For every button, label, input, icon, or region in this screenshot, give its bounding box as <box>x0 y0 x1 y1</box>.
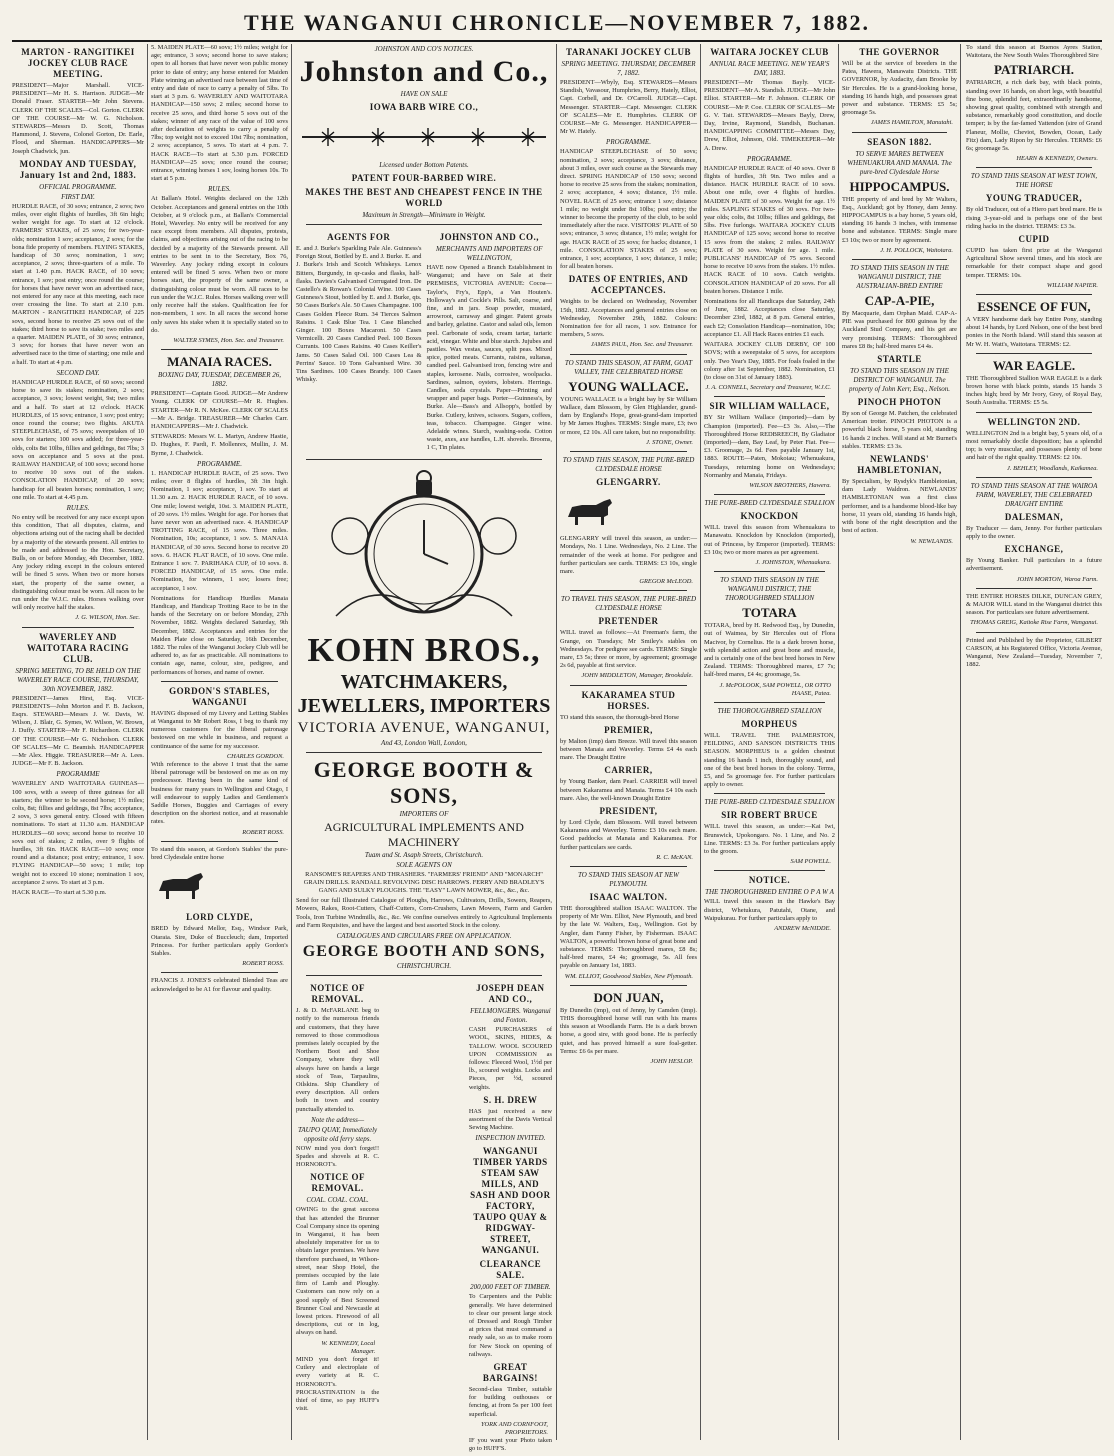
booth-items: RANSOME'S REAPERS AND THRASHERS. "FARMERS' FRIEND" AND "MONARCH" GRAIN DRILLS. RANDALL REVOLVING DISC HARROWS. FERRY AND BRADLEY'S GANG AND SULKY PLOUGHS. THE "EASY" LAWN MOWER, &c., &c., &c. <box>303 870 545 895</box>
column-5 <box>560 44 697 1440</box>
hippocampus-intro: TO SERVE MARES BETWEEN WHENUAKURA AND MANAIA. The pure-bred Clydesdale Horse <box>847 149 952 176</box>
kohn-address: VICTORIA AVENUE, WANGANUI, <box>297 719 551 736</box>
knockdon-name: KNOCKDON <box>740 511 799 522</box>
divider <box>852 132 947 133</box>
johnston-agents-block <box>296 229 552 455</box>
manaia-officers: PRESIDENT—Captain Good. JUDGE—Mr Andrew Young. CLERK OF COURSE—Mr R. Hughes. STARTER—Mr R. N. McKee. CLERK OF SCALES—Mr A. Bridge. TREASURER—Mr Charles Carr. HANDICAPPERS—Mr J. Chadwick. <box>151 390 288 430</box>
behley-signature: J. BEHLEY, Woodlands, Kaikamea. <box>1007 464 1098 472</box>
johnston-branch-column <box>427 229 552 455</box>
divider <box>570 451 687 452</box>
divider <box>714 793 825 794</box>
morpheus-intro: THE THOROUGHBRED STALLION <box>717 706 822 715</box>
marton-rules: No entry will be received for any race except upon this condition, That all disputes, claims, and objections arising out of the racing shall be decided by a majority of the stewards present. All entries to be made and addressed to the Hon. Secretary, Bulls, on or before Monday, 4th December, 1882. Any jockey riding except in the colours entered will be fined 5 sovs. When two or more horses start, the property of the same owner, a distinguishing colour must be worn. All races to be run under the W.J.C. rules. Horses walking over will only receive half the stakes. <box>12 513 144 612</box>
essence-of-fun-heading: ESSENCE OF FUN, <box>977 299 1091 315</box>
column-7b <box>966 44 1102 671</box>
divider <box>714 494 825 495</box>
glengarry-owner: GREGOR McLEOD. <box>639 578 693 586</box>
column-7 <box>842 44 1102 1440</box>
waverley-races-continued: 5. MAIDEN PLATE—60 sovs; 1½ miles; weight for age; entrance, 3 sovs; second horse to save stakes; open to all horses that have never won public money prior to date of entry; any horse entered for Maiden Plate winning an advertised race between last time of entry and date of race to carry a penalty of 5lbs. To start at 3 p.m. 6. WAVERLEY AND WAITOTARA HANDICAP—150 sovs; 2 miles; second horse to receive 25 sovs, and third horse 5 sovs out of the stakes; winner of any race of the value of 100 sovs after declaration of weights to carry a penalty of 7lbs; top weight not to exceed 10st 7lbs; nomination, 2 sovs; acceptance, 5 sovs. To start at 4 p.m. 7. HACK RACE—To start at 5.30 p.m. FORCED HANDICAP—25 sovs; once round the course; entrance, winning horses 1 sov, losing horses 10s. To start at 5 p.m. <box>151 44 288 183</box>
column-1 <box>12 44 144 1440</box>
patriarch-owners: HEARN & KENNEDY, Owners. <box>1016 155 1098 163</box>
patriarch-name: PATRIARCH. <box>993 62 1075 78</box>
kakaramea-intro: TO stand this season, the thorough-bred Horse <box>560 713 679 721</box>
center-lower-left <box>296 980 379 1455</box>
pocket-watch-icon <box>316 466 532 626</box>
thomas-greig-signature: THOMAS GREIG, Kaitoke Rise Farm, Wanganui. <box>970 619 1098 627</box>
pretender-details: WILL travel as follows:—At Freeman's farm, the Grange, on Tuesdays; Mr Smiley's stables on Wednesdays. For pedigree see cards. TERMS: Single mare, £3 5s; three or more, by agreement; groomage 2s 6d, payable at first service. <box>560 629 697 670</box>
gordons-stables-notice: HAVING disposed of my Livery and Letting Stables at Wanganui to Mr Robert Ross, I beg to thank my numerous customers for the liberal patronage bestowed on me while in business, and request a continuance of the same for my successor. <box>151 709 288 750</box>
patriarch-intro: To stand this season at Buenos Ayres Station, Waitotara, the New South Wales Thoroughbred Sire <box>966 44 1102 60</box>
taranaki-meeting-date: SPRING MEETING. THURSDAY, DECEMBER 7, 1882. <box>561 60 696 77</box>
waitara-conditions: Nominations for all Handicaps due Saturday, 24th of June, 1882. Acceptances close Saturday, December 23rd, 1882, at 8 p.m. General entries, each £2; Consolation Handicap—nomination, 10s; acceptance £1. All Hack Races entries £1 each. <box>704 298 835 338</box>
cupid-details: CUPID has taken first prize at the Wanganui Agricultural Show several times, and his stock are remarkable for their compact shape and good temper. TERMS: 10s. <box>966 247 1102 279</box>
robert-ross-notice: With reference to the above I trust that the same liberal patronage will be bestowed on me as on my predecessor. Having been in the same kind of business for many years in Wellington and Otago, I will endeavour to supply Ladies and Gentlemen's Saddle Horses, Buggies and Carriages of every description on the shortest notice, and at reasonable rates. <box>151 761 288 826</box>
waitara-jockey-club-heading: WAITARA JOCKEY CLUB <box>710 47 829 57</box>
clearance-sale-text: To Carpenters and the Public generally. We have determined to clear our present large stock of Dressed and Rough Timber at prices that must command a ready sale, so as to make room for New Stock on opening of railways. <box>468 1293 552 1358</box>
waverley-rules-heading: RULES. <box>208 185 231 194</box>
horse-engraving-icon <box>560 493 620 529</box>
patent-wire: PATENT FOUR-BARBED WIRE. <box>351 173 497 183</box>
hippocampus-name: HIPPOCAMPUS. <box>849 178 950 194</box>
marton-jockey-club-heading: MARTON - RANGITIKEI JOCKEY CLUB RACE MEETING. <box>21 47 135 79</box>
newlands-hambletonian-details: By Specialism, by Rysdyk's Hambletonian, dam Lady Waldron. NEWLANDS' HAMBLETONIAN was a first class performer, and is a handsome blood-like bay horse, 11 years old, standing 16 hands high, with bone of the right description and the best of action. <box>842 478 957 535</box>
sir-william-wallace-name: SIR WILLIAM WALLACE, <box>709 401 830 412</box>
mcfarlane-removal-text: J. & D. McFARLANE beg to notify to the numerous friends and customers, that they have removed to those commodious premises lately occupied by the Northern Boot and Shoe Company, where they will always have on hands a large stock of Teas, Tarpaulins, Oilskins. Ship Chandlery of every description. All orders both in town and country punctually attended to. <box>296 1007 380 1113</box>
divider <box>161 972 278 973</box>
newlands-hambletonian-name: NEWLANDS' HAMBLETONIAN, <box>857 454 942 476</box>
iowa-barb-wire: IOWA BARB WIRE CO., <box>369 102 479 112</box>
coal-tail: MIND you don't forget it! Cutlery and electroplate of every variety at R. C. HORNOROT's. PROCRASTINATION is the thief of time, so pay HUFF's visit. <box>296 1356 380 1413</box>
president-name: PRESIDENT, <box>599 805 658 816</box>
dalesman-details: By Traducer — dam, Jenny. For further particulars apply to the owner. <box>966 524 1102 540</box>
divider <box>976 477 1092 478</box>
waitara-meeting-date: ANNUAL RACE MEETING. NEW YEAR'S DAY, 1883. <box>709 60 830 77</box>
waverley-racing-club-heading: WAVERLEY AND WAITOTARA RACING CLUB. <box>27 631 129 664</box>
taranaki-programme-title: PROGRAMME. <box>606 138 651 147</box>
morpheus-details: WILL TRAVEL THE PALMERSTON, FEILDING, AND SANSON DISTRICTS THIS SEASON. MORPHEUS is a golden chestnut standing 16 hands 1 inch, thoroughly sound, and one of the best bred horses in the colony. Terms, £5, and 5s groomage fee. For further particulars apply to owner. <box>704 731 835 789</box>
waverley-signature: WALTER SYMES, Hon. Sec. and Treasurer. <box>173 336 284 344</box>
booth-importers: IMPORTERS OF <box>399 809 449 818</box>
divider <box>976 632 1092 633</box>
booth-christchurch: CHRISTCHURCH. <box>396 962 452 971</box>
divider <box>570 685 687 686</box>
divider <box>976 412 1092 413</box>
timber-yards-heading: WANGANUI TIMBER YARDS STEAM SAW MILLS, AND SASH AND DOOR FACTORY, TAUPO QUAY & RIDGWAY-STREET, WANGANUI. <box>470 1146 551 1256</box>
jones-teas-notice: FRANCIS J. JONES'S celebrated Blended Teas are acknowledged to be A1 for flavour and quality. <box>151 977 288 993</box>
johnston-branch-list: HAVE now Opened a Branch Establishment in Wanganui; and have on Sale at their PREMISES, VICTORIA AVENUE: Cocoa—Taylor's, Fry's, Epp's, a Van Houten's. Holloway's and Cockle's Pills. Salt, coarse, and fine, and in jars. Soap powder, mustard, arrowroot, carraway and ginger. Patent groats and barley, gelatine. Castor and salad oils, lemon peel. Carbonate of soda, cream tartar, tartaric acid, vinegar. White and blue starch. Jujubes and pastiles. Wax vestas, sauces, split peas. Mixed spice, potted meats. Currants, raisins, sultanas, candied peel. Galvanised iron, fencing wire and staples, kerosene. Nails, corrosive, woolpacks. Sardines, salmon, oysters, lobsters. Herrings. Candles, soda crystals. Paper—Printing and wrapper and paper bags. Porter—Guinness's, by Burke. Ale—Bass's and Allsopp's, bottled by Burke. Cutlery, knives, scissors. Sugars, coffees, teas, tobacco. Champagne. Ginger wine. Adelaide wines. Starch, washing-soda. Cotton waste, axes, axe handles, L.H. shovels. Brooms, 1 C, Tin plates. <box>426 264 552 452</box>
sir-robert-bruce-intro: THE PURE-BRED CLYDESDALE STALLION <box>704 798 835 807</box>
divider <box>570 985 687 986</box>
divider <box>714 396 825 397</box>
george-booth-title-2: GEORGE BOOTH AND SONS, <box>302 943 546 961</box>
entire-horses-notice: THE ENTIRE HORSES DILKE, DUNCAN GREY, & MAJOR WILL stand in the Wanganui district this season. For particulars see future advertisement. <box>966 592 1102 617</box>
waverley-programme-title: PROGRAMME <box>56 770 100 779</box>
barb-icon <box>322 128 334 146</box>
young-traducer-name: YOUNG TRADUCER, <box>985 193 1083 204</box>
waverley-races: WAVERLEY AND WAITOTARA GUINEAS—100 sovs, with a sweep of three guineas for all starters; the winner to be second horse; 1½ miles; colts, 8st; fillies and geldings, 8st 7lbs; acceptance, 2 sovs, 3 sovs general entry. Closed with fifteen nominations. To start at 11.30 a.m. HANDICAP HURDLES—60 sovs; second horse to receive 10 sovs out of stakes; 2 miles, over 9 flights of hurdles, 3ft 6in. HACK RACE—10 sovs; once round and a distance; post entry; entrance, 1 sov. FLYING HANDICAP—50 sovs; 1 mile; top weight not to exceed 10 stone; nomination 1 sov, acceptance 2 sovs. To start at 3 p.m. <box>12 780 144 886</box>
taranaki-officers: PRESIDENT—Wbyly, Esq. STEWARDS—Messrs Standish, Vavasour, Humphries, Berry, Hately, Elliot, Capt. Corbell, and Dr. O'Carroll. JUDGE—Capt. Messenger. STARTER—Capt. Messenger. CLERK OF SCALES—Mr E. Humphries. CLERK OF COURSE—Mr G. Messenger. HANDICAPPER—Mr W. Hately. <box>560 79 697 136</box>
sh-drew-text: HAS just received a new assortment of the Davis Vertical Sewing Machine. <box>468 1107 552 1132</box>
column-2 <box>151 44 288 1440</box>
pretender-name: PRETENDER <box>598 616 659 627</box>
hornorot-spades: NOW mind you don't forget!! Spades and shovels at R. C. HORNOROT's. <box>296 1144 380 1169</box>
column-divider <box>556 44 557 1440</box>
totara-intro: TO STAND THIS SEASON IN THE WANGANUI DISTRICT, THE THOROUGHBRED STALLION <box>720 576 819 603</box>
best-fence-slogan: MAKES THE BEST AND CHEAPEST FENCE IN THE WORLD <box>305 187 543 208</box>
taranaki-races: HANDICAP STEEPLECHASE of 50 sovs; nomination, 2 sovs; acceptance, 3 sovs; distance, about 3 miles, over such course as the Stewards may direct. SPRING HANDICAP of 150 sovs; second horse to receive 25 sovs from the stakes; nomination, 2 sovs; acceptance, 4 sovs; distance, 1½ mile. NOVEL RACE of 25 sovs; entrance 1 sov; distance 1 mile; no weight under 8st 10lbs; post entry; the winner to become the property of the club, to be sold immediately after the race. VISITORS' PLATE of 50 sovs; entrance, 3 sovs; distance, 1½ mile; weight for age. HACK RACE of 25 sovs; for hacks; distance, 1 mile. CONSOLATION STAKES of 25 sovs; entrance, 1 sov; acceptance, 1 sov; distance, 1 mile; for all beaten horses. <box>560 148 697 271</box>
masthead: THE WANGANUI CHRONICLE—NOVEMBER 7, 1882. <box>12 10 1102 42</box>
hippocampus-signature: J. H. POLLOCK, Waitotara. <box>880 246 953 254</box>
startle-name: STARTLE <box>877 354 922 365</box>
johnston-branch-heading: JOHNSTON AND CO., <box>439 232 539 242</box>
young-wallace-name: YOUNG WALLACE. <box>568 378 689 394</box>
taranaki-dates-heading: DATES OF ENTRIES, AND ACCEPTANCES. <box>568 274 689 296</box>
dalesman-name: DALESMAN, <box>1004 511 1064 522</box>
charles-gordon-signature: CHARLES GORDON. <box>226 752 284 760</box>
carrier-name: CARRIER, <box>604 765 653 776</box>
young-wallace-owner: J. STONE, Owner. <box>646 438 693 446</box>
the-governor-heading: THE GOVERNOR <box>859 47 940 57</box>
waverley-rules: At Ballan's Hotel. Weights declared on the 12th October. Acceptances and general entries on the 10th October, at 9 o'clock p.m., at Ballan's Commercial Hotel, Waverley. No entry will be received for any race except from members. All disputes, protests, claims, and objections arising out of the racing to be decided by a majority of the Stewards present. All entries to be sent in to the Secretary, Box 76, Waverley. Any jockey riding except in colours entered will be fined 5 sovs. When two or more horses start, the property of the same owner, a distinguishing colour must be worn. All races to be run under the W.J.C. Rules. Horses walking over will only receive half the stakes. Qualification fee for non-members, 1 sov. In all races the second horse only saves his stake when it is specially stated so to do. <box>151 195 288 334</box>
waverley-tail: HACK RACE—To start at 5.30 p.m. <box>12 889 107 897</box>
pretender-intro: TO TRAVEL THIS SEASON, THE PURE-BRED CLYDESDALE HORSE <box>560 595 697 613</box>
column-divider <box>147 44 148 1440</box>
waitara-officers: PRESIDENT—Mr Thomas Bayly. VICE-PRESIDENT—Mr A. Standish. JUDGE—Mr John Elliot. STARTER—Mr F. Johnson. CLERK OF COURSE—Mr P. Coe. CLERK OF SCALES—Mr G. V. Tait. STEWARDS—Messrs Bayly, Drew, Day, Irvine, Raymond, Standish, Buchanan. HANDICAPPING COMMITTEE—Messrs Day, Drew, Elliot, Johnson, Old. TIMEKEEPER—Mr A. Drew. <box>704 79 836 152</box>
waitara-races: HANDICAP HURDLE RACE of 40 sovs. Over 8 flights of hurdles, 3ft 9in. Two miles and a distance. HACK HURDLE RACE of 10 sovs. About one mile, over 4 flights of hurdles. MAIDEN PLATE of 30 sovs. Weight for age. 1½ miles. SAPLING STAKES of 30 sovs. For two-year olds; colts, 8st 10lbs; fillies and geldings, 8st 5lbs. Five furlongs. WAITARA JOCKEY CLUB HANDICAP of 125 sovs; second horse to receive 15 sovs from the stakes; 2 miles. RAILWAY PLATE of 30 sovs. Weight for age. 1 mile. PUBLICANS' HANDICAP of 75 sovs. Second horse to receive 10 sovs from the stakes. 1½ miles. HACK RACE of 10 sovs. Catch weights. CONSOLATION HANDICAP of 20 sovs. For all beaten horses. Distance 1 mile. <box>704 164 835 295</box>
hippocampus-details: THE property of and bred by Mr Walters, Esq., Auckland; got by Honey, dam Jenny. HIPPOCAMPUS is a bay horse, 5 years old, standing 16 hands 3 inches, with immense bone and substance. TERMS: Single mare £3 10s; two or more by agreement. <box>842 195 957 244</box>
notice-heading: NOTICE. <box>748 875 791 886</box>
young-traducer-intro: TO STAND THIS SEASON AT WEST TOWN, THE HORSE <box>970 172 1098 190</box>
robert-ross-signature: ROBERT ROSS. <box>242 828 284 836</box>
totara-name: TOTARA <box>742 605 797 621</box>
divider <box>306 224 542 225</box>
york-cornfoot-signature: YORK AND CORNFOOT, PROPRIETORS. <box>480 1420 548 1436</box>
johnston-title: Johnston and Co., <box>299 55 549 88</box>
premier-details: by Malton (imp) dam Breeze. Will travel this season between Manaia and Waverley. Terms £4 4s each mare. The Draught Entire <box>560 737 697 762</box>
morpheus-name: MORPHEUS <box>741 718 798 729</box>
kakaramea-heading: KAKARAMEA STUD HORSES. <box>581 689 676 711</box>
divider <box>161 349 278 350</box>
imprint: Printed and Published by the Proprietor, GILBERT CARSON, at his Registered Office, Victoria Avenue, Wanganui, New Zealand—Tuesday, November 7, 1882. <box>966 636 1102 669</box>
exchange-details: By Young Banker. Full particulars in a future advertisement. <box>966 557 1102 573</box>
divider <box>852 259 947 260</box>
waverley-meeting-subtitle: SPRING MEETING, TO BE HELD ON THE WAVERLEY RACE COURSE, THURSDAY, 30th NOVEMBER, 1882. <box>15 666 141 693</box>
newlands-signature: W. NEWLANDS. <box>910 537 953 545</box>
divider <box>306 752 542 753</box>
knockdon-owner: J. JOHNSTON, Whenuakura. <box>755 558 831 566</box>
divider <box>714 702 825 703</box>
war-eagle-details: THE Thoroughbred Stallion WAR EAGLE is a dark brown horse with black points, stands 15 hands 3 inches high; bred by Mr Ivory, Grey, of Royal Bay, South Australia. TERMS: £5 5s. <box>966 374 1102 407</box>
manaia-programme-title: PROGRAMME. <box>197 459 242 468</box>
great-bargains: GREAT BARGAINS! <box>482 1361 538 1383</box>
gordons-stables-heading: GORDON'S STABLES, WANGANUI <box>169 685 270 707</box>
kohn-watch-illustration <box>316 466 532 626</box>
coal-removal-heading: NOTICE OF REMOVAL. <box>310 1172 365 1194</box>
barb-icon <box>372 128 384 146</box>
essence-of-fun-details: A VERY handsome dark bay Entire Pony, standing about 14 hands, by Lord Nelson, one of the best bred ponies in the North Island. Will stand this season at Mr W. H. Watt's, Waitotara. TERMS: £2. <box>966 316 1102 348</box>
center-section <box>296 44 552 1453</box>
coal-text: OWING to the great success that has attended the Brunner Coal Company since its opening in Wanganui, it has been absolutely imperative for us to obtain larger premises. We have therefore purchased, in Wilson-street, near Shop Hotel, the premises occupied by the late firm of Lamb and Ploughy. Customers can now rely on a good supply of Best Screened Brunner Coal and Newcastle at lowest prices. Firewood of all descriptions, cut or in log, always on hand. <box>296 1206 380 1337</box>
pinoch-photon-details: By son of George M. Patchen, the celebrated American trotter. PINOCH PHOTON is a powerful black horse, 5 years old, standing 16 hands 2 inches. Will stand at Mr Burnet's stables. TERMS: £3 3s. <box>842 410 957 450</box>
clearance-sale-text-2: Second-class Timber, suitable for building outhouses or fencing, at from 5s per 100 feet superficial. <box>468 1385 552 1418</box>
divider <box>976 588 1092 589</box>
agents-column <box>296 229 421 455</box>
young-wallace-intro: TO STAND THIS SEASON, AT FARM, GOAT VALLEY, THE CELEBRATED HORSE <box>564 358 693 376</box>
knockdon-intro: THE PURE-BRED CLYDESDALE STALLION <box>704 499 835 508</box>
johnston-have-on-sale: HAVE ON SALE <box>400 90 448 98</box>
george-booth-title: GEORGE BOOTH & SONS, <box>313 756 535 808</box>
glengarry-name: GLENGARRY. <box>596 476 661 487</box>
waitara-derby: WAITARA JOCKEY CLUB DERBY, OF 100 SOVS; with a sweepstake of 5 sovs, for acceptors only. Two Year's Day, 1885. For foals foaled in the colony after 1st September, 1882. Nomination, £1 (to close on 31st of January 1883). <box>704 341 835 381</box>
taranaki-signature: JAMES PAUL, Hon. Sec. and Treasurer. <box>590 341 693 349</box>
kohn-london: And 43, London Wall, London, <box>381 738 467 747</box>
barb-icon <box>422 128 434 146</box>
waverley-officers: PRESIDENT—James Hirst, Esq. VICE-PRESIDENTS—John Morton and F. B. Jackson, Esqrs. STEWARD—Messrs J. W. Davis, W. Wilson, J. Blair, G. Symes, W. Wilson, W. Brown, J. Duffy. STARTER—Mr F. Richardson. CLERK OF THE COURSE—Mr G. Nicholson. CLERK OF SCALES—Mr C. Beamish. HANDICAPPER—Mr Alex. Higgie. TREASURER—Mr A. Lees. JUDGE—Mr F. B. Jackson. <box>12 694 144 768</box>
isaac-walton-name: ISAAC WALTON. <box>589 891 668 902</box>
isaac-walton-intro: TO STAND THIS SEASON AT NEW PLYMOUTH. <box>578 870 679 888</box>
booth-catalogue-text: Send for our full Illustrated Catalogue of Ploughs, Harrows, Cultivators, Drills, Sowers, Reapers, Mowers, Rakes, Root-Cutters, Chaff-Cutters, Corn-Crushers, Lawn Mowers, Farm and Garden Tools, Iron Turbine Windmills, &c., &c. We confine ourselves entirely to Agricultural Implements and Farm Requisites, and have the largest and best assorted Stock in the colony. <box>296 897 552 929</box>
booth-implements: AGRICULTURAL IMPLEMENTS AND MACHINERY <box>324 819 524 849</box>
barbed-wire-illustration <box>302 117 546 157</box>
pinoch-photon-name: PINOCH PHOTON <box>857 397 942 408</box>
marton-dates: MONDAY AND TUESDAY, January 1st and 2nd, 1883. <box>19 158 137 180</box>
mcfarlane-note: Note the address— <box>311 1115 365 1124</box>
dalesman-intro: TO STAND THIS SEASON AT THE WAIROA FARM, WAVERLEY, THE CELEBRATED DRAUGHT ENTIRE <box>970 481 1098 508</box>
joseph-dean-heading: JOSEPH DEAN AND CO., <box>476 983 545 1005</box>
glengarry-intro: TO STAND THIS SEASON, THE PURE-BRED CLYDESDALE HORSE <box>562 455 695 473</box>
inspection-invited: INSPECTION INVITED. <box>475 1134 546 1143</box>
johnston-branch-sub: MERCHANTS AND IMPORTERS OF WELLINGTON, <box>435 245 543 262</box>
divider <box>570 590 687 591</box>
divider <box>714 571 825 572</box>
young-wallace-details: YOUNG WALLACE is a bright bay by Sir William Wallace, dam Blossom, by Glen Highlander, grand-dam by England's Hope, great-grand-dam imported by Mr James Hughes. TERMS: Single mare, £3; two or more, £2 10s. All care taken, but no responsibility. <box>560 395 697 436</box>
carrier-details: by Young Banker, dam Pearl. CARRIER will travel between Kakaramea and Manaia. Terms £4 10s each mare. Also, the well-known Draught Entire <box>560 778 697 802</box>
divider <box>714 870 825 871</box>
kohn-bros-title: KOHN BROS., <box>307 631 541 669</box>
horse-engraving-icon <box>151 867 211 903</box>
lord-clyde-intro: To stand this season, at Gordon's Stables' the pure-bred Clydesdale entire horse <box>151 845 288 862</box>
marton-programme-title: OFFICIAL PROGRAMME. <box>39 182 117 191</box>
lord-clyde-details: BRED by Edward Mellor, Esq., Windsor Park, Otaraia. Sire, Duke of Buccleuch; dam, Imported Princess. For further particulars apply Gordon's Stables. <box>151 925 288 958</box>
marton-signature: J. G. WILSON, Hon. Sec. <box>75 614 140 622</box>
isaac-walton-details: THE thoroughbred stallion ISAAC WALTON. The property of Mr Wm. Elliot, New Plymouth, and bred by the late W. Walters, Esq., Wellington. Got by Angler, dam Fanny Fisher, by Fisherman. ISAAC WALTON, a powerful brown horse of great bone and substance. TERMS: Thoroughbred mares, £8 8s; half-bred mares, £4 4s; groomage, 5s. All fees payable on January 1st, 1883. <box>560 904 697 970</box>
don-juan-name: DON JUAN, <box>593 989 664 1005</box>
divider <box>161 841 278 842</box>
marton-first-day: FIRST DAY. <box>61 192 95 201</box>
marton-second-day: SECOND DAY. <box>56 368 100 377</box>
booth-catalogues: CATALOGUES AND CIRCULARS FREE ON APPLICATION. <box>336 932 512 941</box>
clearance-sale-heading: CLEARANCE SALE. <box>479 1259 542 1281</box>
taupo-quay: TAUPO QUAY, Immediately opposite old ferry steps. <box>298 1125 378 1143</box>
robert-ross-signature-2: ROBERT ROSS. <box>242 960 284 968</box>
exchange-name: EXCHANGE, <box>1004 544 1064 555</box>
knockdon-details: WILL travel this season from Whenuakura to Manawatu. Knockdon by Knockdon (imported), out of Princess, by Emperor (imported). TERMS: £3 10s; two or more mares as per agreement. <box>704 524 835 556</box>
joseph-dean-text: CASH PURCHASERS of WOOL, SKINS, HIDES, & TALLOW. WOOL SCOURED UPON COMMISSION as follows: Fleeced Wool, 1½d per lb., scoured weights. Locks and Pieces, per ½d, scoured weights. <box>468 1026 552 1091</box>
coal-signature: W. KENNEDY, Local Manager. <box>321 1339 376 1355</box>
kohn-trades: WATCHMAKERS, JEWELLERS, IMPORTERS <box>297 670 551 717</box>
divider <box>976 353 1092 354</box>
waitara-signature: J. A. CONNELL, Secretary and Treasurer, W.J.C. <box>705 384 831 392</box>
booth-sole-agents: SOLE AGENTS ON <box>396 860 452 869</box>
sh-drew-heading: S. H. DREW <box>483 1094 538 1105</box>
cupid-name: CUPID <box>1018 234 1050 245</box>
don-juan-details: By Dunedin (imp), out of Jenny, by Camden (imp). THIS thoroughbred horse will run with his mares this season at Woodlands Farm. He is a dark brown horse, a good sire, with good bone. He is perfectly quiet, and has proved himself a sure foal-getter. Terms: £6 6s per mare. <box>560 1006 697 1055</box>
manaia-races: 1. HANDICAP HURDLE RACE, of 25 sovs. Two miles; over 8 flights of hurdles, 3ft 3in high. Nomination, 1 sov; acceptance, 1 sov. To start at 11.30 a.m. 2. HACK HURDLE RACE, of 10 sovs. One mile; lowest weight, 10st. 3. MAIDEN PLATE, of 20 sovs. 1½ miles. Weight for age. For horses that have never won an advertised race. 4. HANDICAP TROTTING RACE, of 15 sovs. Three miles. Nomination, 10s; acceptance, 1 sov. 5. MANAIA HANDICAP, of 30 sovs. Second horse to receive 20 sovs. 6. HACK FLAT RACE, of 10 sovs. One mile. Entrance 1 sov. 7. PARIHAKA CUP, of 10 sovs. 8. FORCED HANDICAP, of 15 sovs. One mile. Nomination, for winners, 1 sov; losers free; acceptance, 1 sov. <box>151 469 288 592</box>
column-7-split <box>842 44 1102 671</box>
war-eagle-heading: WAR EAGLE. <box>992 357 1076 373</box>
marton-second-day-races: HANDICAP HURDLE RACE, of 60 sovs; second horse to save its stakes; nomination, 2 sovs; acceptance, 3 sovs; lowest weight, 9st; two miles and a half. To start at 12 o'clock. HACK HURDLES, of 15 sovs; entrance, 1 sov; post entry; once round the course; two flights. AKUTA STEEPLECHASE, of 75 sovs; sweepstakes of 10 sovs for starters; 100 sovs added; for three-year-olds, colts 8st 10lbs, fillies and geldings, 8st 7lbs; 3 sovs on acceptance and 5 sovs at the post. RAILWAY HANDICAP, of 100 sovs; second horse to receive 10 sovs out of the stakes. CONSOLATION HANDICAP, of 20 sovs; handicap for all beaten horses; nomination, 1 sov; one mile. To start at 4.45 p.m. <box>12 378 144 501</box>
coal-sub: COAL. COAL. COAL. <box>306 1196 369 1205</box>
column-divider <box>700 44 701 1440</box>
the-governor-details: Will be at the service of breeders in the Patea, Hawera, Manawatu Districts. THE GOVERNOR, by Audacity, dam Brooke by Sir Hercules. He is a grand-looking horse, standing 16 hands high, and possesses great power and substance. TERMS: £5 5s; groomage 5s. <box>842 60 957 117</box>
pinoch-intro: TO STAND THIS SEASON IN THE DISTRICT OF WANGANUI. The property of John Kerr, Esq., Nelson. <box>848 367 951 394</box>
marton-rules-heading: RULES. <box>66 503 90 512</box>
cap-a-pie-intro: TO STAND THIS SEASON IN THE WANGANUI DISTRICT, THE AUSTRALIAN-BRED ENTIRE <box>850 264 949 291</box>
column-divider <box>291 44 292 1440</box>
column-6 <box>704 44 835 1440</box>
divider <box>570 354 687 355</box>
sam-powell-signature: SAM POWELL. <box>790 858 831 866</box>
booth-address: Tuam and St. Asaph Streets, Christchurch. <box>364 850 484 859</box>
manaia-date: BOXING DAY, TUESDAY, DECEMBER 26, 1882. <box>158 371 281 389</box>
wellington-2nd-details: WELLINGTON 2nd is a bright bay, 5 years old, of a most remarkably docile disposition; has a splendid top; is very muscular, and possesses plenty of bone and hair of the right quality. TERMS: £2 10s. <box>966 429 1102 462</box>
wilson-brothers-signature: WILSON BROTHERS, Hawera. <box>749 481 831 489</box>
divider <box>976 294 1092 295</box>
sir-robert-bruce-name: SIR ROBERT BRUCE <box>721 810 818 821</box>
mcfarlane-removal-heading: NOTICE OF REMOVAL. <box>310 983 365 1005</box>
divider <box>976 167 1092 168</box>
divider <box>22 627 134 628</box>
isaac-walton-owner: WM. ELLIOT, Goodwood Stables, New Plymouth. <box>564 972 693 980</box>
column-7a <box>842 44 957 671</box>
agents-list: E. and J. Burke's Sparkling Pale Ale. Guinness's Foreign Stout, Bottled by E. and J. Burke. E. and J. Burke's Irish and Scotch Whiskeys. Lenox Bitters, Burgundy, in qr-casks and flasks, half-flasks. Davies's Galvanised Corrugated Iron. De Castello's & Rowan's Colonial Wine. 100 Cases Guinness's Stout, bottled by E. and J. Burke, qts. 50 Cases Burke's Ale. 50 Cases Champagne. 100 Cases Golden Fleece Rum. 34 Tierces Salmon Raisins. 1 Cask Blue Tea. 1 Case Blanched Ginger. 100 Boxes Macaroni. 50 Cases Vermicelli. 20 Cases Candied Peel. 100 Boxes Currants. 100 Cases Raisins. 40 Cases Keiller's Jams. 50 Cases Salad Oil. 100 Cases Lea & Perrins' Sauce. 10 Tons Galvanised Wire. 30 Tins Sardines. 100 Cases Brandy. 100 Cases Whisky. <box>296 245 422 384</box>
sir-robert-bruce-details: WILL travel this season, as under:—Kai Iwi, Brunswick, Upokongaro. No. 1 Line, and No. 2 Line. TERMS: £3 3s. For further particulars apply to the groom. <box>704 823 835 856</box>
pretender-manager: JOHN MIDDLETON, Manager, Brookdale. <box>581 672 693 680</box>
andrew-mcnidde-signature: ANDREW McNIDDE. <box>774 925 831 933</box>
divider <box>161 681 278 682</box>
season-heading: SEASON 1882. <box>867 136 932 147</box>
glengarry-details: GLENGARRY will travel this season, as under:—Mondays, No. 1 Line. Wednesdays, No. 2 Line. The remainder of the week at home. For pedigree and further particulars see cards. TERMS: £3 10s, single mare. <box>560 535 697 575</box>
clearance-sale-sub: 200,000 FEET OF TIMBER. <box>470 1283 551 1292</box>
column-divider <box>838 44 839 1440</box>
licensed-note: Licensed under Bottom Patents. <box>379 161 469 169</box>
agents-heading: AGENTS FOR <box>327 232 391 242</box>
opawa-details: WILL travel this season in the Hawke's Bay district, Whetukura, Patutahi, Otane, and Waipukurau. For further particulars apply to <box>704 898 835 922</box>
marton-first-day-races: HURDLE RACE, of 30 sovs; entrance, 2 sovs; two miles, over eight flights of hurdles, 3ft 6in high; welter weight for age. To start at 12 o'clock. FARMERS' STAKES, of 25 sovs; for two-year-olds; nomination 1 sov; acceptance, 2 sovs; for the bona fide property of members. FLYING STAKES, handicap of 30 sovs; nomination, 1 sov; acceptance, 2 sovs; three-quarters of a mile. To start at 1.40 p.m. HACK RACE, of 10 sovs; entrance, 1 sov; post entry; once round the course; for horses that have never won an advertised race, not entered for any race at this meeting, each race over crossing the line. To start at 2.10 p.m. MARTON - RANGITIKEI HANDICAP, of 225 sovs, second horse to receive 25 sovs out of the stakes; third horse to save its stake; two miles and a quarter. MAIDEN PLATE, of 30 sovs; entrance, 3 sovs; for horses that have never won an advertised race to the time of starting; one mile and a half. To start at 4 p.m. <box>12 202 144 366</box>
barb-icon <box>522 128 534 146</box>
strength-slogan: Maximum in Strength—Minimum in Weight. <box>362 211 486 219</box>
marton-officers: PRESIDENT—Major Marshall. VICE-PRESIDENT—Mr H. S. Harrison. JUDGE—Mr Donald Fraser. STARTER—Mr John Stevens. CLERK OF THE SCALES—Col. Gorton. CLERK OF THE COURSE—Mr W. G. Nicholson. STEWARDS—Messrs D. Scott, Thomas Hammond, J. Stevens, Colonel Gorton, Dr. Earle, Flood, and Sherman. HANDICAPPERS—Mr Joseph Chadwick, jun. <box>12 82 144 155</box>
john-morton-signature: JOHN MORTON, Waroa Farm. <box>1016 575 1098 583</box>
don-juan-owner: JOHN HESLOP. <box>650 1058 693 1066</box>
joseph-dean-sub: FELLMONGERS. Wanganui and Foxton. <box>470 1007 551 1025</box>
sir-william-wallace-details: BY Sir William Wallace (imported)—dam by Champion (imported). Fee—£3 3s. Also,—The Thoroughbred Horse REDBREECH, By Gladiator (imported)—dam, Bay Leaf, by Peter Fiat. Fee—£3. Groomage, 2s 6d. Fees payable January 1st, 1883. ROUTE—Paten, Mokoiau; Whenuakura, Tuesdays, returning home on Wednesdays; Normanby and Manaia, Fridays. <box>704 414 835 479</box>
manaia-stewards: STEWARDS: Messrs W. L. Martyn, Andrew Hastie, D. Hughes, F. Pardi, F. Mollenrex, Mullin, J. M. Byrne, J. Chadwick. <box>151 433 288 457</box>
center-lower-mid <box>469 980 552 1455</box>
totara-details: TOTARA, bred by H. Redwood Esq., by Dunedin, out of Waimea, by Sir Hercules out of Flora Macivor, by Cornelius. He is a dark brown horse, with splendid action and great bone and muscle, and is certainly one of the best bred horses in New Zealand. TERMS: Thoroughbred mares, £7 7s; half-bred mares, £4 4s; groomage, 5s. <box>704 622 835 679</box>
wellington-2nd-heading: WELLINGTON 2ND. <box>987 416 1081 427</box>
the-governor-signature: JAMES HAMILTON, Manutahi. <box>870 119 953 127</box>
lord-clyde-name: LORD CLYDE, <box>186 912 253 923</box>
taranaki-jockey-club-heading: TARANAKI JOCKEY CLUB <box>565 47 691 57</box>
kakaramea-signature: R. C. McKAN. <box>656 853 693 861</box>
cap-a-pie-name: CAP-A-PIE, <box>864 293 935 309</box>
huff-photo-notice: IF you want your Photo taken go to HUFF'S. <box>468 1437 552 1453</box>
manaia-conditions: Nominations for Handicap Hurdles Manaia Handicap, and Handicap Trotting Race to be in the hands of the Secretary on or before Monday, 27th November, 1882. Weights declared Saturday, 9th December, 1882. Acceptances and entries for the Maiden Plate close on Saturday, 16th December, 1882. The rules of the Wanganui Jockey Club will be adhered to, as far as practicable. All nominations to contain age, name, colour, sire, pedigree, and performances of horses, and name of owner. <box>151 594 288 676</box>
president-details: by Lord Clyde, dam Blossom. Will travel between Kakaramea and Waverley. Terms: £3 10s each mare. Good paddocks at Manaia and Kakaramea. For further particulars see cards. <box>560 818 697 851</box>
william-napier-signature: WILLIAM NAPIER. <box>1046 281 1098 289</box>
divider <box>306 459 542 460</box>
divider <box>570 866 687 867</box>
patriarch-details: PATRIARCH, a rich dark bay, with black points, standing over 16 hands, on short legs, with beautiful fine bone, splendid feet, extraordinarily handsome, showing great quality, combined with strength and substance, remarkably good constitution, and docile temper; is by the far-famed Yattendon (sire of Grand Flaneur, Mollie, Cheviot, Bowden, Ocean, Lady Fitz) dam, Lady Ripon by Sir Hercules. TERMS: £6 6s; groomage 5s. <box>966 79 1102 153</box>
barb-icon <box>472 128 484 146</box>
young-traducer-details: By old Traducer, out of a Hiero part bred mare. He is rising 3-year-old and is perhaps one of the best riding hacks in the district. TERMS: £3 3s. <box>966 206 1102 230</box>
johnston-notices-label: JOHNSTON AND CO'S NOTICES. <box>374 45 474 53</box>
divider <box>306 975 542 976</box>
waitara-programme-title: PROGRAMME. <box>747 154 792 163</box>
opawa-intro: THE THOROUGHBRED ENTIRE O P A W A <box>705 888 834 897</box>
center-lower-notices <box>296 980 552 1455</box>
taranaki-dates-text: Weights to be declared on Wednesday, November 15th, 1882. Acceptances and general entries close on Wednesday, November 29th, 1882. Colours: Nomination fee for all races, 1 sov. Entrance for members, 5 sovs. <box>560 298 697 339</box>
cap-a-pie-details: By Macquarie, dam Orphan Maid. CAP-A-PIE was purchased for 800 guineas by the Auckland Stud Company, and his get are very promising. TERMS: Thoroughbred mares £8 8s; half-bred mares £4 4s. <box>842 310 957 350</box>
manaia-races-heading: MANAIA RACES. <box>167 354 272 370</box>
premier-name: PREMIER, <box>604 724 653 735</box>
totara-agents: J. McPOLOOK, SAM POWELL, OR OTTO HAASE, Patea. <box>719 681 831 697</box>
